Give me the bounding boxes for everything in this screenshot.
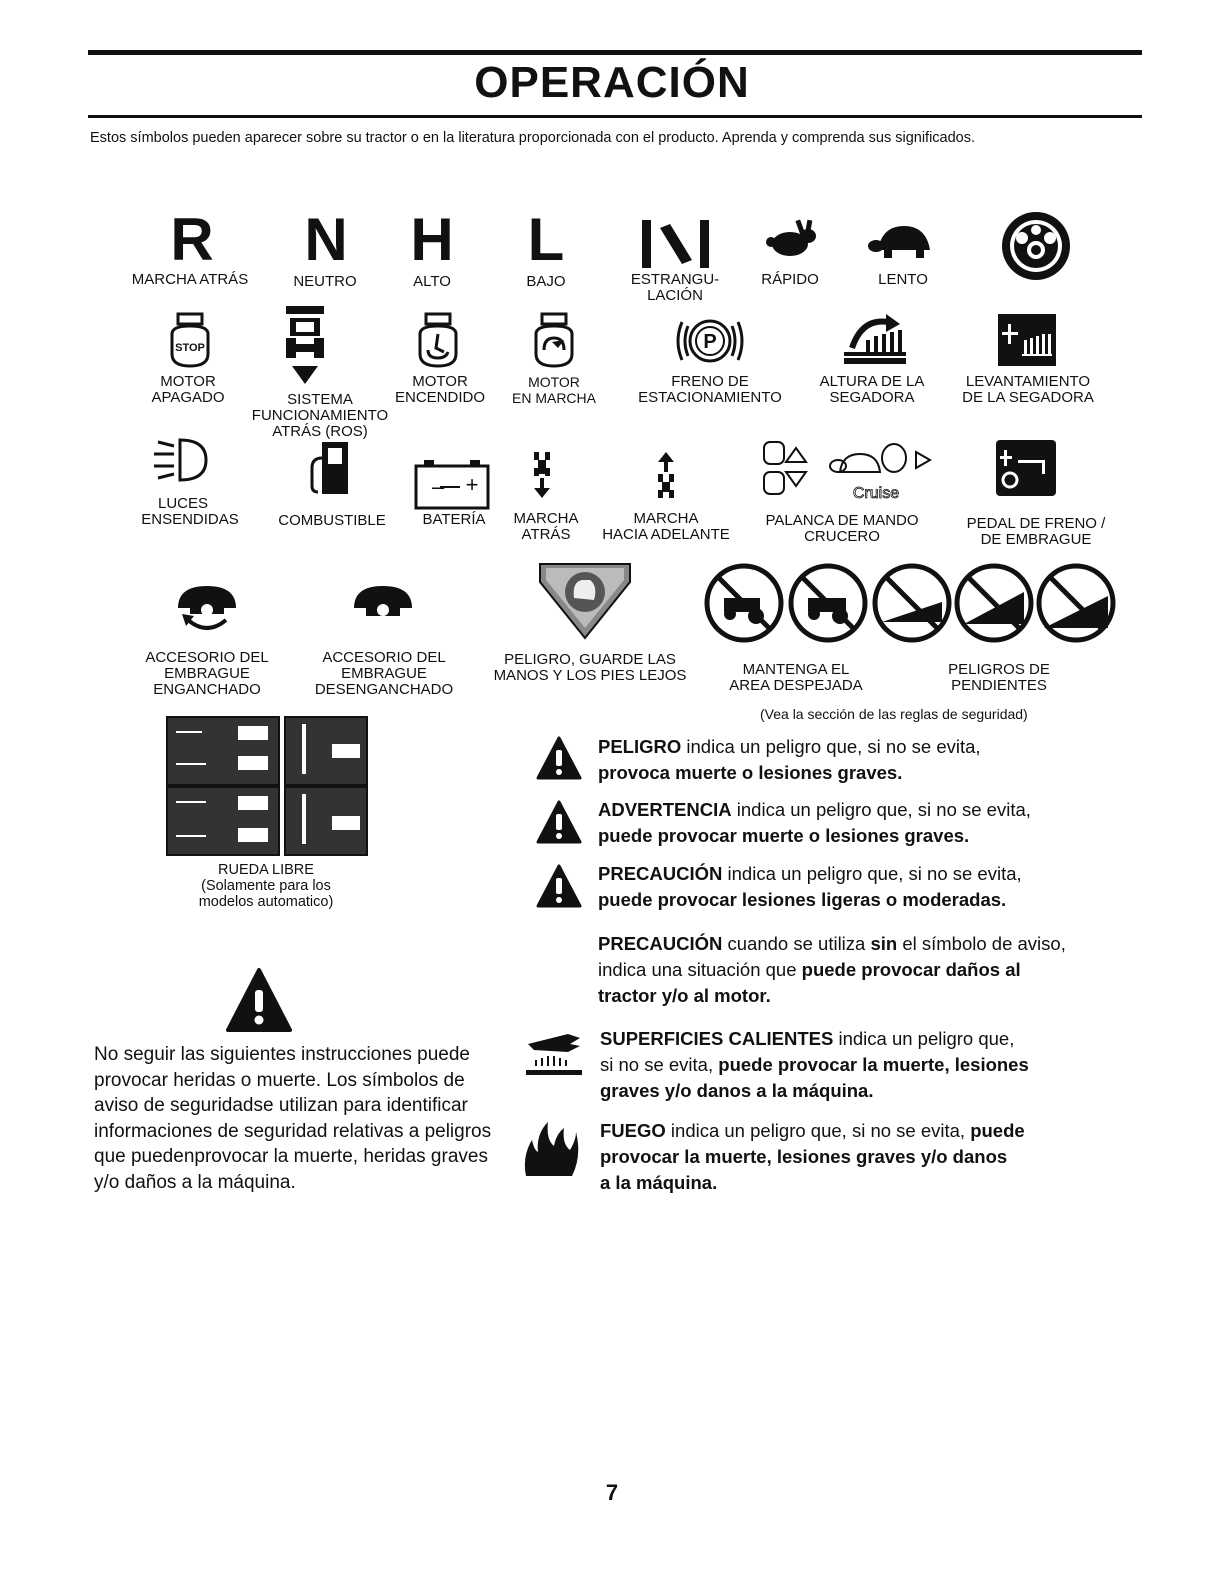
safety-rules-note: (Vea la sección de las reglas de seguridad) <box>760 706 1028 722</box>
rabbit-icon <box>762 218 818 262</box>
svg-text:P: P <box>703 331 717 353</box>
hot-surface-icon <box>524 1030 584 1078</box>
engine-start-label: MOTOR ENCENDIDO <box>394 373 485 406</box>
low-letter: L <box>527 206 565 273</box>
fast-label: RÁPIDO <box>761 271 819 288</box>
forward-drive-label: MARCHA HACIA ADELANTE <box>602 510 730 543</box>
freewheel-label: RUEDA LIBRE (Solamente para los modelos automatico) <box>198 862 334 910</box>
high-letter: H <box>410 206 454 273</box>
reverse-drive-icon <box>530 450 554 500</box>
safety-body-text: No seguir las siguientes instrucciones puede provocar heridas o muerte. Los símbolos de aviso de seguridadse utilizan para identificar informaciones de seguridad relativas a peligros que puedenprovocar la muerte, heridas graves y/o daños a la máquina. <box>94 1044 492 1193</box>
slope-danger-icons <box>872 562 1118 644</box>
fuel-icon <box>308 440 354 496</box>
safety-alert-icon <box>226 968 292 1034</box>
mower-height-icon <box>842 312 908 370</box>
danger-alert-icon <box>536 736 582 782</box>
turtle-icon <box>868 222 938 262</box>
reverse-label: MARCHA ATRÁS <box>131 271 249 288</box>
slope-danger-label: PELIGROS DE PENDIENTES <box>948 661 1050 694</box>
pto-disengaged-icon <box>348 580 418 626</box>
headlights-icon <box>150 432 210 488</box>
engine-start-icon <box>414 312 462 370</box>
caution-alert-icon <box>536 864 582 910</box>
battery-label: BATERÍA <box>422 511 486 528</box>
mower-lift-icon <box>998 314 1056 366</box>
svg-text:–: – <box>432 474 445 499</box>
ros-label: SISTEMA FUNCIONAMIENTO ATRÁS (ROS) <box>251 391 389 440</box>
choke-icon <box>636 218 716 270</box>
page-number: 7 <box>605 1480 619 1505</box>
intro-text: Estos símbolos pueden aparecer sobre su tractor o en la literatura proporcionada con el producto. Aprenda y comprenda sus significados. <box>90 130 976 146</box>
neutral-letter: N <box>304 206 348 273</box>
slow-label: LENTO <box>878 271 928 288</box>
headlights-label: LUCES ENSENDIDAS <box>141 495 239 528</box>
engine-run-label: MOTOR EN MARCHA <box>511 374 596 406</box>
reverse-letter: R <box>170 206 214 273</box>
notice-statement: PRECAUCIÓN cuando se utiliza sin el símbolo de aviso, indica una situación que puede provocar daños al tractor y/o al motor. <box>598 933 1066 1006</box>
pto-engaged-icon <box>172 580 242 638</box>
ignition-switch-icon <box>1000 210 1072 282</box>
engine-run-icon <box>530 312 578 370</box>
brake-clutch-pedal-icon <box>996 440 1056 496</box>
top-rule <box>88 50 1142 55</box>
reverse-drive-label: MARCHA ATRÁS <box>513 510 579 543</box>
parking-brake-label: FRENO DE ESTACIONAMIENTO <box>638 373 782 406</box>
warning-alert-icon <box>536 800 582 846</box>
fire-icon <box>520 1120 580 1178</box>
mower-lift-label: LEVANTAMIENTO DE LA SEGADORA <box>962 373 1094 406</box>
engine-stop-icon <box>166 312 214 370</box>
hand-danger-icon <box>538 562 632 640</box>
svg-text:Cruise: Cruise <box>852 485 900 502</box>
keep-area-clear-label: MANTENGA EL AREA DESPEJADA <box>729 661 863 694</box>
parking-brake-icon <box>674 312 746 370</box>
freewheel-panel-left <box>166 716 280 856</box>
hand-danger-label: PELIGRO, GUARDE LAS MANOS Y LOS PIES LEJOS <box>493 651 687 684</box>
fire-statement: FUEGO indica un peligro que, si no se evita, puede provocar la muerte, lesiones graves y/o danos a la máquina. <box>600 1120 1025 1193</box>
ros-icon <box>282 304 328 388</box>
danger-statement: PELIGRO indica un peligro que, si no se evita, provoca muerte o lesiones graves. <box>598 736 981 783</box>
cruise-control-label: PALANCA DE MANDO CRUCERO <box>765 512 919 545</box>
svg-text:+: + <box>465 472 479 497</box>
engine-off-label: MOTOR APAGADO <box>151 373 225 406</box>
svg-text:STOP: STOP <box>175 342 205 354</box>
pto-disengaged-label: ACCESORIO DEL EMBRAGUE DESENGANCHADO <box>314 649 454 698</box>
battery-icon <box>414 460 490 510</box>
high-label: ALTO <box>413 273 451 290</box>
title-rule <box>88 115 1142 118</box>
mower-height-label: ALTURA DE LA SEGADORA <box>819 373 925 406</box>
warning-statement: ADVERTENCIA indica un peligro que, si no se evita, puede provocar muerte o lesiones graves. <box>598 799 1031 846</box>
freewheel-panel-right <box>284 716 368 856</box>
caution-statement: PRECAUCIÓN indica un peligro que, si no se evita, puede provocar lesiones ligeras o moderadas. <box>598 863 1022 910</box>
neutral-label: NEUTRO <box>293 273 357 290</box>
choke-label: ESTRANGU- LACIÓN <box>630 271 720 304</box>
page-title: OPERACIÓN <box>474 58 750 107</box>
low-label: BAJO <box>526 273 566 290</box>
pto-engaged-label: ACCESORIO DEL EMBRAGUE ENGANCHADO <box>145 649 269 698</box>
hot-surface-statement: SUPERFICIES CALIENTES indica un peligro que, si no se evita, puede provocar la muerte, lesiones graves y/o danos a la máquina. <box>600 1028 1029 1101</box>
forward-drive-icon <box>654 450 678 500</box>
keep-area-clear-icons <box>704 562 870 644</box>
brake-clutch-pedal-label: PEDAL DE FRENO / DE EMBRAGUE <box>966 515 1106 548</box>
fuel-label: COMBUSTIBLE <box>278 512 386 529</box>
cruise-control-icon <box>760 432 950 508</box>
